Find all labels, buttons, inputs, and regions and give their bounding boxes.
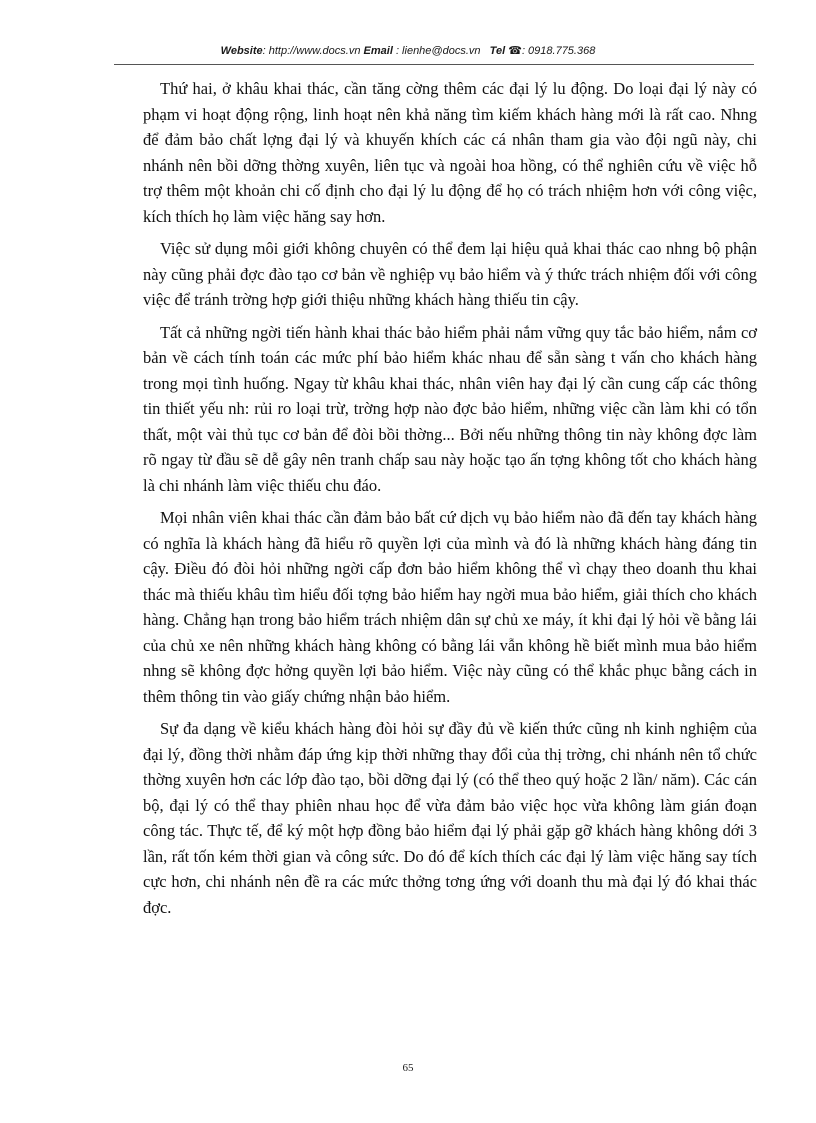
email-label: Email — [363, 45, 393, 57]
website-value: : http://www.docs.vn — [262, 45, 361, 57]
email-value: : lienhe@docs.vn — [392, 45, 481, 57]
phone-icon: ☎ — [508, 45, 522, 57]
page-number: 65 — [402, 1062, 414, 1074]
paragraph-1: Thứ hai, ở khâu khai thác, cần tăng cờng thêm các đại lý lu động. Do loại đại lý này có phạm vi hoạt động rộng, linh hoạt nên khả năng tìm kiếm khách hàng mới là rất cao. Nhng để đảm bảo chất lợng đại lý và khuyến khích các cá nhân tham gia vào đội ngũ này, chi nhánh nên bồi dỡng thờng xuyên, liên tục và ngoài hoa hồng, có thể nghiên cứu về việc hỗ trợ thêm một khoản chi cố định cho đại lý lu động để họ có trách nhiệm hơn với công việc, kích thích họ làm việc hăng say hơn. — [143, 79, 757, 226]
paragraph-4: Mọi nhân viên khai thác cần đảm bảo bất cứ dịch vụ bảo hiểm nào đã đến tay khách hàng có nghĩa là khách hàng đã hiểu rõ quyền lợi của mình và đó là những khách hàng đáng tin cậy. Điều đó đòi hỏi những ngời cấp đơn bảo hiểm không thể vì chạy theo doanh thu khai thác mà thiếu khâu tìm hiểu đối tợng bảo hiểm hay ngời mua bảo hiểm, giải thích cho khách hàng. Chẳng hạn trong bảo hiểm trách nhiệm dân sự chủ xe máy, ít khi đại lý hỏi về bằng lái của chủ xe nên những khách hàng không có bằng lái vẫn không hề biết mình mua bảo hiểm nhng sẽ không đợc hởng quyền lợi bảo hiểm. Việc này cũng có thể khắc phục bằng cách in thêm thông tin vào giấy chứng nhận bảo hiểm. — [143, 508, 757, 706]
paragraph-5: Sự đa dạng về kiểu khách hàng đòi hỏi sự đầy đủ về kiến thức cũng nh kinh nghiệm của đại lý, đồng thời nhằm đáp ứng kịp thời những thay đổi của thị trờng, chi nhánh nên tổ chức thờng xuyên hơn các lớp đào tạo, bồi dỡng đại lý (có thể theo quý hoặc 2 lần/ năm). Các cán bộ, đại lý có thể thay phiên nhau học để vừa đảm bảo việc học vừa không làm gián đoạn công tác. Thực tế, để ký một hợp đồng bảo hiểm đại lý phải gặp gỡ khách hàng không dới 3 lần, rất tốn kém thời gian và công sức. Do đó để kích thích các đại lý làm việc hăng say tích cực hơn, chi nhánh nên đề ra các mức thởng tơng ứng với doanh thu mà đại lý đó khai thác đợc. — [143, 719, 757, 917]
page-header — [0, 44, 816, 57]
paragraph-2: Việc sử dụng môi giới không chuyên có thể đem lại hiệu quả khai thác cao nhng bộ phận này cũng phải đợc đào tạo cơ bản về nghiệp vụ bảo hiểm và ý thức trách nhiệm đối với công việc để tránh trờng hợp giới thiệu những khách hàng thiếu tin cậy. — [143, 239, 757, 309]
header-divider — [114, 64, 754, 65]
website-label: Website — [220, 45, 263, 57]
tel-value: : 0918.775.368 — [521, 45, 596, 57]
paragraph-3: Tất cả những ngời tiến hành khai thác bảo hiểm phải nắm vững quy tắc bảo hiểm, nắm cơ bản về cách tính toán các mức phí bảo hiểm khác nhau để sẵn sàng t vấn cho khách hàng trong mọi tình huống. Ngay từ khâu khai thác, nhân viên hay đại lý cần cung cấp các thông tin thiết yếu nh: rủi ro loại trừ, trờng hợp nào đợc bảo hiểm, những việc cần làm khi có tổn thất, một vài thủ tục cơ bản để đòi bồi thờng... Bởi nếu những thông tin này không đợc làm rõ ngay từ đầu sẽ dễ gây nên tranh chấp sau này hoặc tạo ấn tợng không tốt cho khách hàng là chi nhánh làm việc thiếu chu đáo. — [143, 322, 757, 495]
tel-label: Tel — [489, 45, 506, 57]
document-body — [143, 76, 757, 927]
